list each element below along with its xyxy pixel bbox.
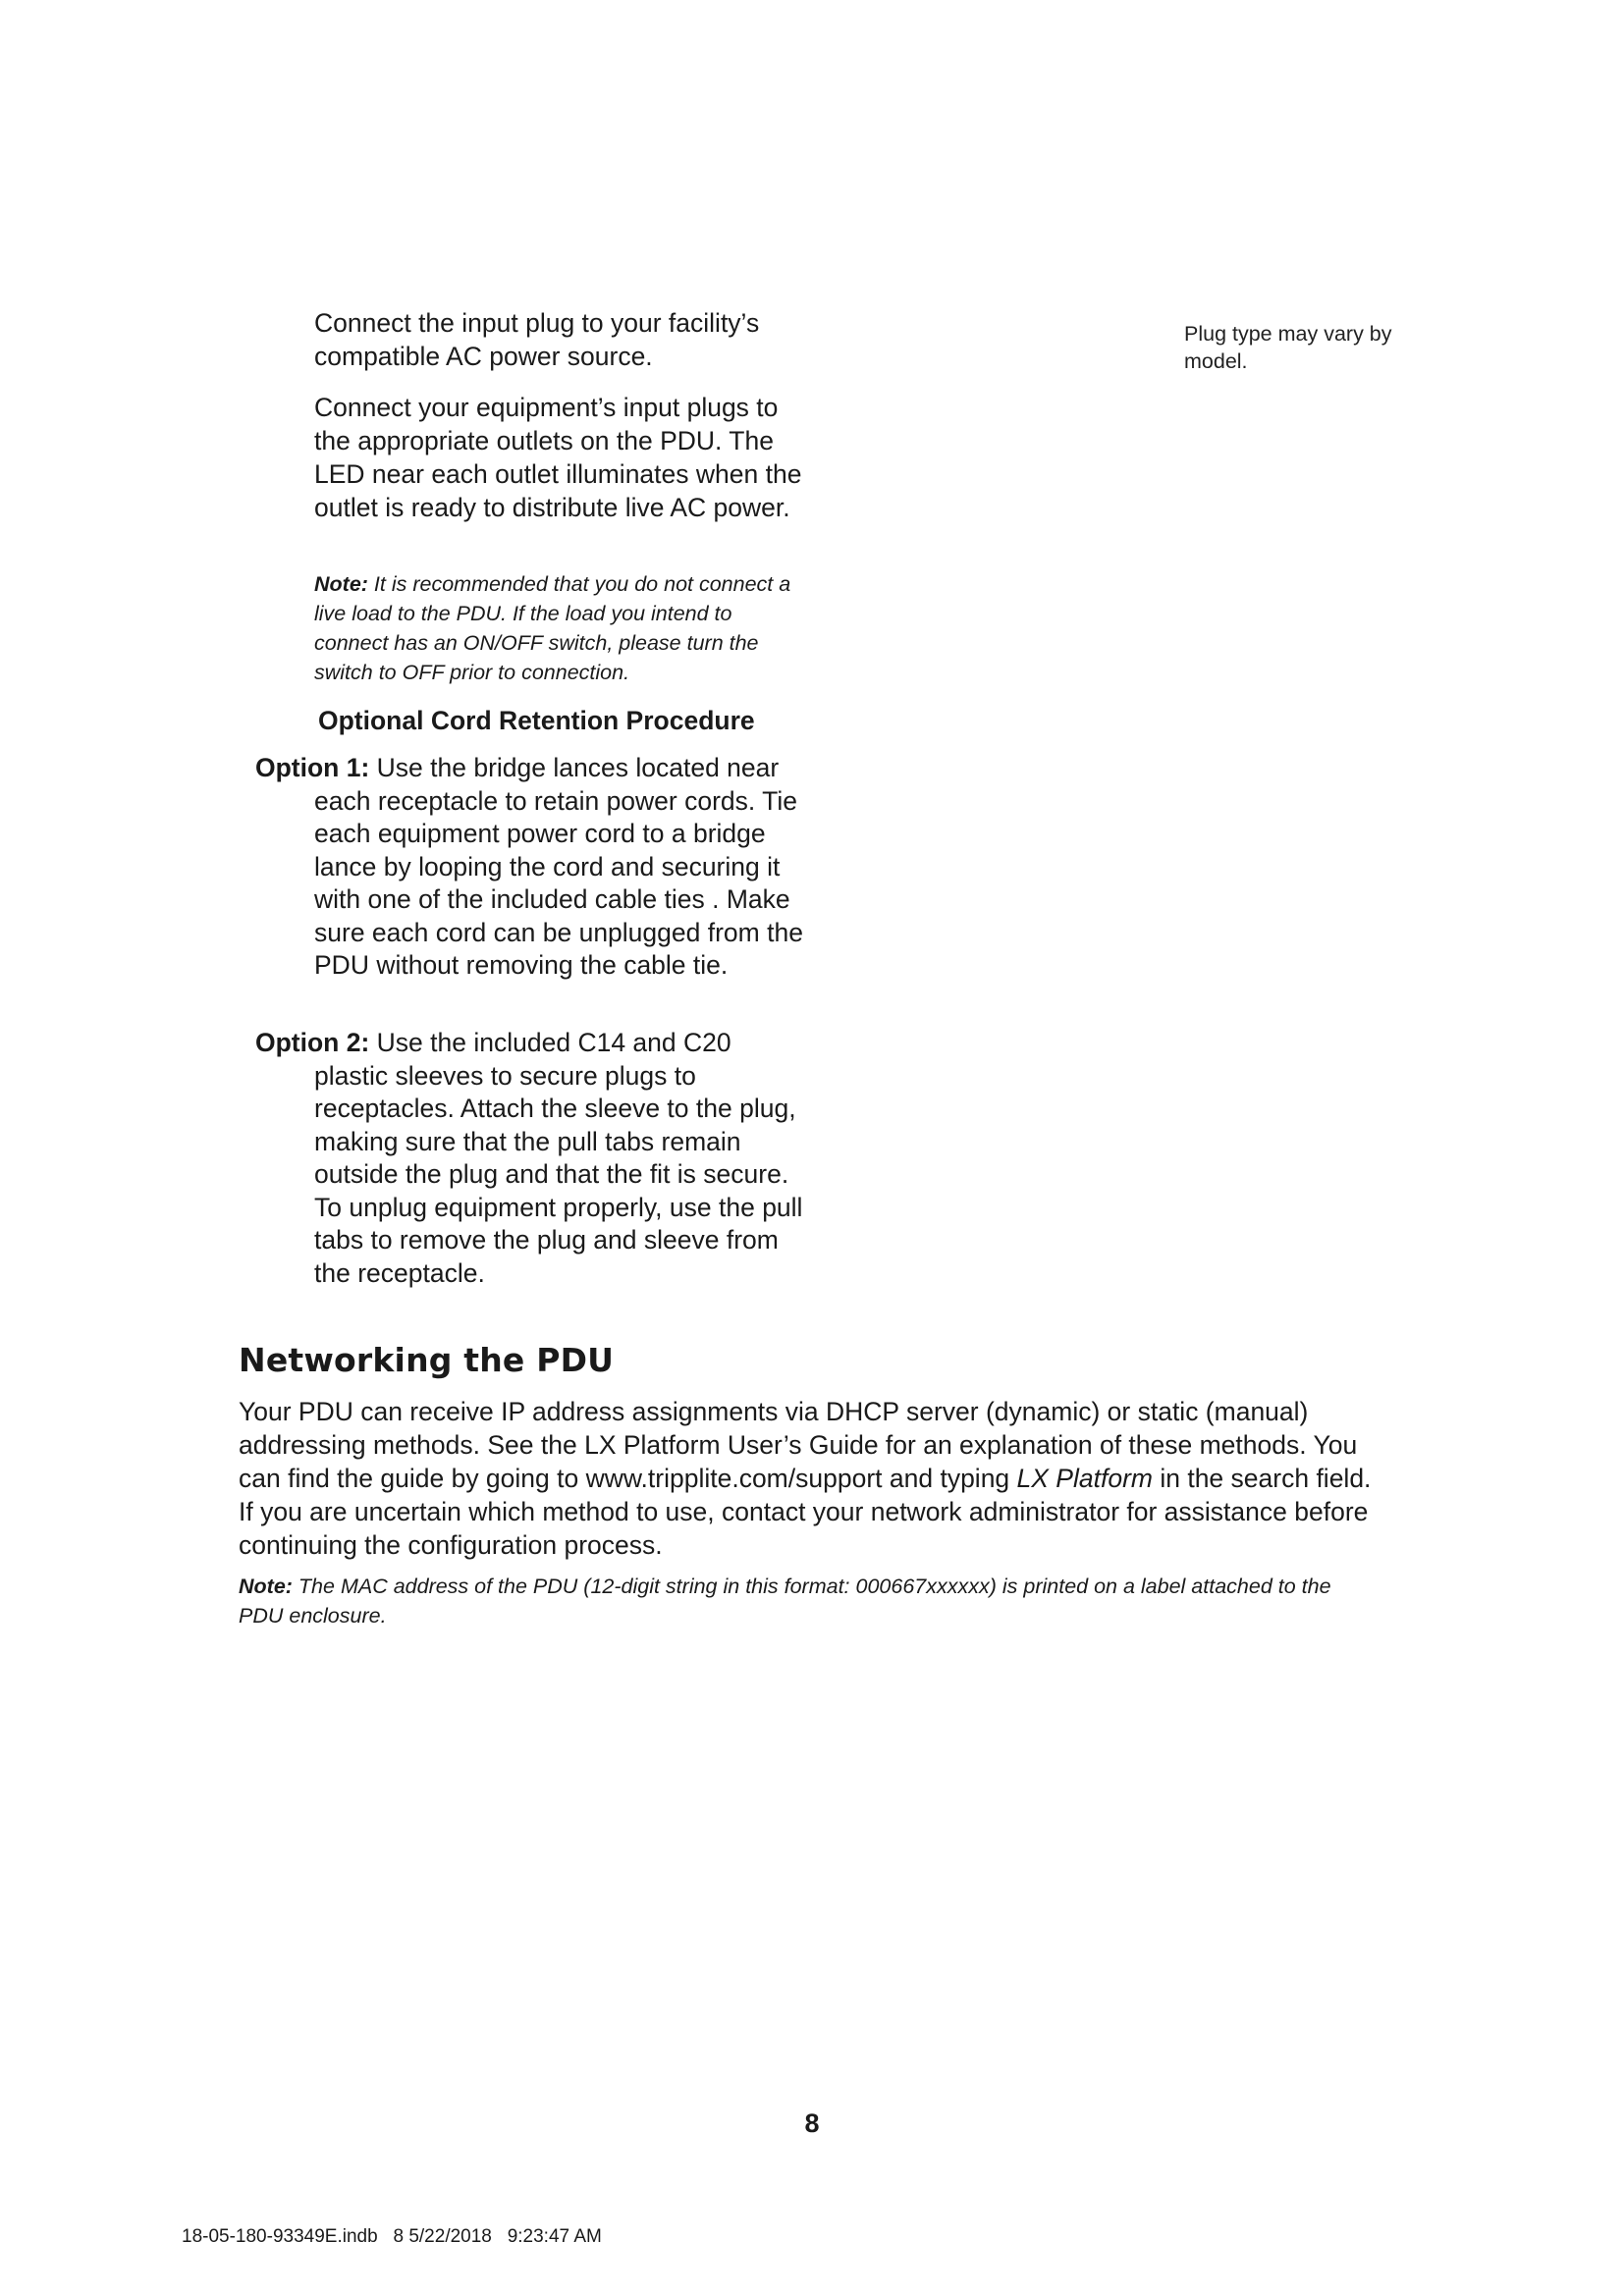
networking-heading: Networking the PDU (239, 1341, 615, 1379)
note-live-load (314, 569, 805, 687)
option-1-text: Use the bridge lances located near each receptacle to retain power cords. Tie each equipment power cord to a bridge lance by looping the cord and securing it with one of the included cable ties . Make sure each cord can be unplugged from the PDU without removing the cable tie. (314, 753, 803, 980)
cord-retention-heading: Optional Cord Retention Procedure (318, 706, 755, 735)
networking-paragraph-part1: Your PDU can receive IP address assignments via DHCP server (dynamic) or static (manual) addressing methods. See the LX Platform User’s Guide for an explanation of these methods. You can find the guide by going to www.tripplite.com/support and typing (239, 1397, 1358, 1493)
option-1 (255, 752, 805, 983)
networking-paragraph (239, 1395, 1378, 1562)
note-label: Note: (314, 572, 368, 596)
option-1-label: Option 1: (255, 753, 370, 782)
mac-note-text: The MAC address of the PDU (12-digit string in this format: 000667xxxxxx) is printed on a label attached to the PDU enclosure. (239, 1575, 1331, 1628)
step-connect-input-plug: Connect the input plug to your facility’s compatible AC power source. (314, 308, 760, 371)
option-2 (255, 1027, 805, 1290)
option-2-label: Option 2: (255, 1028, 370, 1057)
networking-paragraph-part2: in the search field. If you are uncertain which method to use, contact your network administrator for assistance before continuing the configuration process. (239, 1464, 1372, 1560)
print-footer: 18-05-180-93349E.indb 8 5/22/2018 9:23:47 AM (182, 2226, 602, 2247)
side-note-plug-type: Plug type may vary by model. (1184, 322, 1392, 373)
step-connect-equipment: Connect your equipment’s input plugs to the appropriate outlets on the PDU. The LED near each outlet illuminates when the outlet is ready to distribute live AC power. (314, 393, 802, 522)
page-number: 8 (804, 2109, 820, 2138)
networking-paragraph-italic: LX Platform (1016, 1464, 1153, 1493)
note-mac-address (239, 1572, 1378, 1630)
note-text: It is recommended that you do not connect a live load to the PDU. If the load you intend to connect has an ON/OFF switch, please turn the switch to OFF prior to connection. (314, 572, 791, 684)
mac-note-label: Note: (239, 1575, 293, 1598)
option-2-text: Use the included C14 and C20 plastic sleeves to secure plugs to receptacles. Attach the sleeve to the plug, making sure that the pull tabs remain outside the plug and that the fit is secure. To unplug equipment properly, use the pull tabs to remove the plug and sleeve from the receptacle. (314, 1028, 803, 1288)
